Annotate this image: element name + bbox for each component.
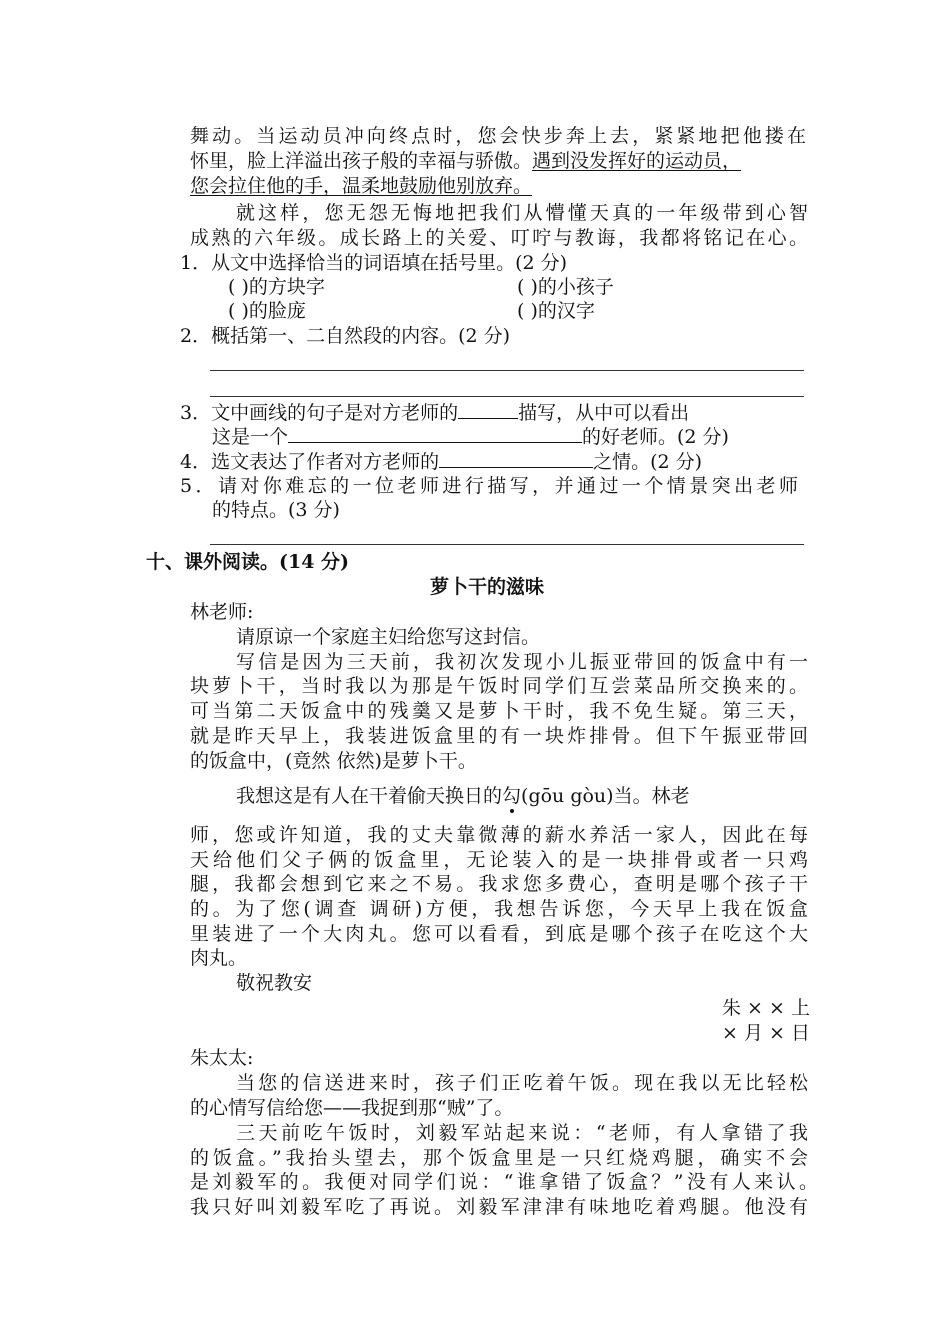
section-heading: 十、课外阅读。(14 分) xyxy=(146,551,350,573)
letter-line: 写信是因为三天前，我初次发现小儿振亚带回的饭盒中有一 xyxy=(236,651,808,673)
letter-line: 师，您或许知道，我的丈夫靠微薄的薪水养活一家人，因此在每 xyxy=(190,824,808,846)
passage-line: 舞动。当运动员冲向终点时，您会快步奔上去，紧紧地把他搂在 xyxy=(190,125,806,147)
salutation: 朱太太: xyxy=(190,1047,254,1069)
question-5-cont: 的特点。(3 分) xyxy=(212,499,340,521)
letter-line: 三天前吃午饭时，刘毅军站起来说：“老师，有人拿错了我 xyxy=(236,1122,808,1144)
letter-line: 当您的信送进来时，孩子们正吃着午饭。现在我以无比轻松 xyxy=(236,1072,808,1094)
answer-line[interactable] xyxy=(210,370,804,371)
salutation: 林老师: xyxy=(190,601,254,623)
answer-blank[interactable] xyxy=(288,424,582,443)
letter-line: 是刘毅军的。我便对同学们说：“谁拿错了饭盒？”没有人来认。 xyxy=(190,1171,818,1193)
underlined-sentence: 遇到没发挥好的运动员， xyxy=(532,150,742,172)
answer-line[interactable] xyxy=(210,396,804,397)
fill-blank[interactable]: ( )的汉字 xyxy=(517,300,595,322)
passage-line: 怀里，脸上洋溢出孩子般的幸福与骄傲。遇到没发挥好的运动员， xyxy=(190,150,742,172)
letter-line: 腿，我都会想到它来之不易。我求您多费心，查明是哪个孩子干 xyxy=(190,873,808,895)
letter-line: 块萝卜干，当时我以为那是午饭时同学们互尝菜品所交换来的。 xyxy=(190,675,808,697)
answer-line[interactable] xyxy=(210,544,804,545)
fill-blank[interactable]: ( )的脸庞 xyxy=(228,300,306,322)
dotted-character: 勾 xyxy=(502,785,522,807)
question-4: 4．选文表达了作者对方老师的 之情。(2 分) xyxy=(180,451,703,473)
letter-line: 里装进了一个大肉丸。您可以看看，到底是哪个孩子在吃这个大 xyxy=(190,923,808,945)
letter-closing: 敬祝教安 xyxy=(236,972,313,994)
letter-line: 的心情写信给您——我捉到那“贼”了。 xyxy=(190,1097,514,1119)
fill-blank[interactable]: ( )的方块字 xyxy=(228,276,325,298)
fill-blank[interactable]: ( )的小孩子 xyxy=(517,276,614,298)
question-3: 3．文中画线的句子是对方老师的 描写，从中可以看出 xyxy=(180,402,690,424)
letter-line: 请原谅一个家庭主妇给您写这封信。 xyxy=(236,626,541,648)
letter-line: 的饭盒。”我抬头望去，那个饭盒里是一只红烧鸡腿，确实不会 xyxy=(190,1147,808,1169)
letter-line: 的。为了您(调查 调研)方便，我想告诉您，今天早上我在饭盒 xyxy=(190,898,808,920)
letter-line: 可当第二天饭盒中的残羹又是萝卜干时，我不免生疑。第三天， xyxy=(190,700,808,722)
letter-line: 肉丸。 xyxy=(190,947,248,969)
answer-blank[interactable] xyxy=(458,400,518,419)
article-title: 萝卜干的滋味 xyxy=(430,576,545,598)
letter-line: 天给他们父子俩的饭盒里，无论装入的是一块排骨或者一只鸡 xyxy=(190,849,808,871)
question-3-cont: 这是一个 的好老师。(2 分) xyxy=(212,426,729,448)
passage-line: 就这样，您无怨无悔地把我们从懵懂天真的一年级带到心智 xyxy=(236,202,808,224)
letter-line: 我只好叫刘毅军吃了再说。刘毅军津津有味地吃着鸡腿。他没有 xyxy=(190,1196,808,1218)
underlined-sentence: 您会拉住他的手，温柔地鼓励他别放弃。 xyxy=(190,175,533,197)
letter-line: 我想这是有人在干着偷天换日的勾(gōu gòu)当。林老 xyxy=(236,785,690,807)
question-2: 2．概括第一、二自然段的内容。(2 分) xyxy=(180,325,511,347)
passage-line: 成熟的六年级。成长路上的关爱、叮咛与教诲，我都将铭记在心。 xyxy=(190,227,808,249)
answer-blank[interactable] xyxy=(439,449,593,468)
letter-line: 就是昨天早上，我装进饭盒里的有一块炸排骨。但下午振亚带回 xyxy=(190,725,808,747)
letter-date: × 月 × 日 xyxy=(722,1022,810,1044)
question-1: 1．从文中选择恰当的词语填在括号里。(2 分) xyxy=(180,252,568,274)
letter-signature: 朱 × × 上 xyxy=(722,997,810,1019)
question-5: 5．请对你难忘的一位老师进行描写，并通过一个情景突出老师 xyxy=(180,475,798,497)
letter-line: 的饭盒中，(竟然 依然)是萝卜干。 xyxy=(190,750,477,772)
